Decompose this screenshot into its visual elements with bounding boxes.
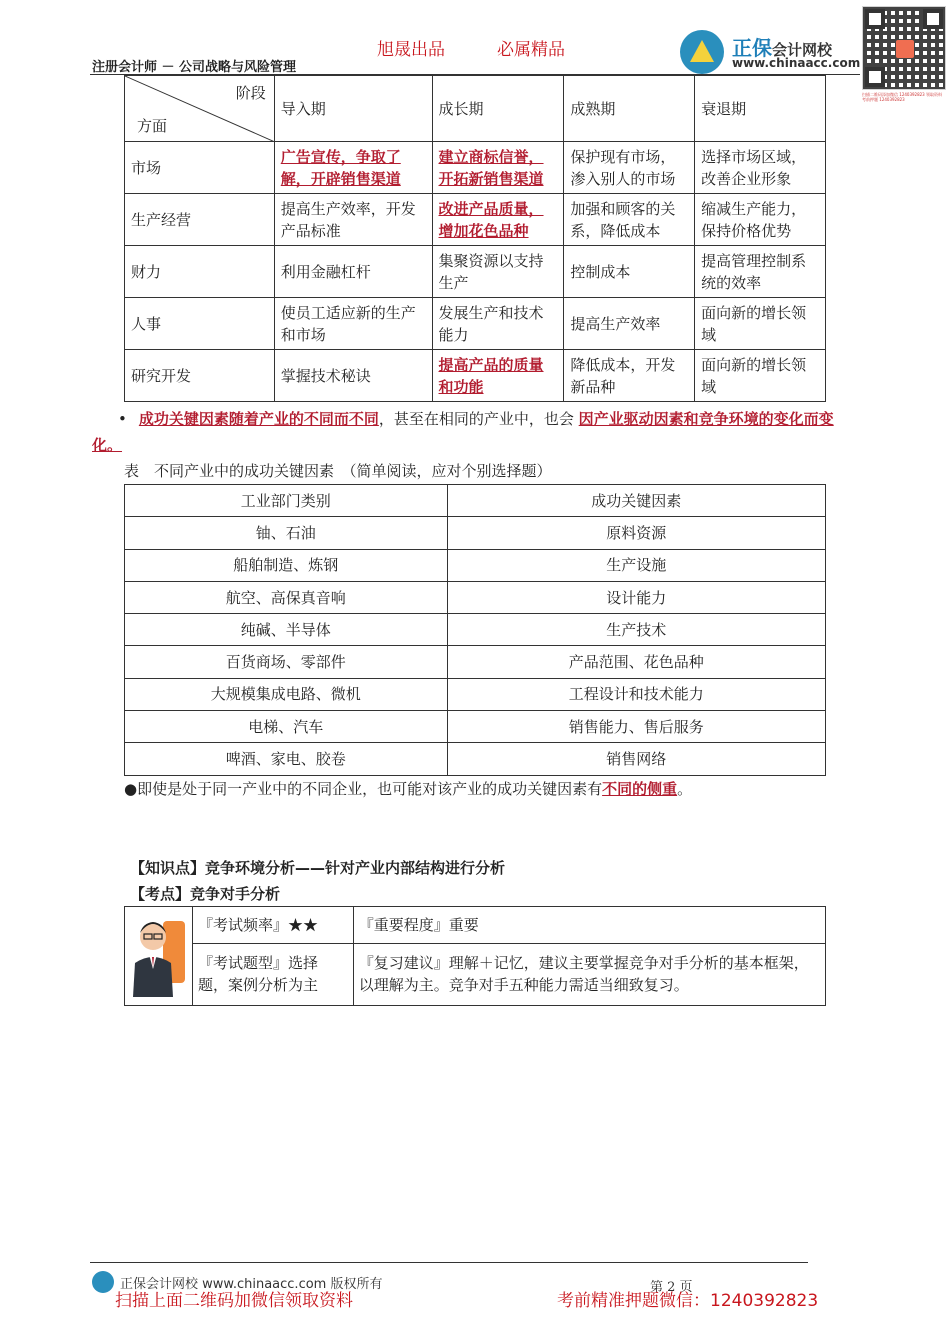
stage-cell: [274, 246, 432, 298]
table-row: [125, 743, 826, 775]
cell-text: 降低成本，开发新品种: [570, 355, 676, 396]
stage-cell: [564, 142, 695, 194]
table-row: [125, 549, 826, 581]
highlighted-text: 建立商标信誉，开拓新销售渠道: [438, 147, 544, 188]
note-different-emphasis: ●即使是处于同一产业中的不同企业，也可能对该产业的成功关键因素有不同的侧重。: [124, 780, 693, 798]
table-row: [125, 517, 826, 549]
table-row: [125, 350, 826, 402]
teacher-avatar-cell: [125, 907, 193, 1006]
knowledge-point-heading: 【知识点】竞争环境分析——针对产业内部结构进行分析: [130, 859, 506, 877]
footer-wechat-id: 考前精准押题微信：1240392823: [557, 1291, 819, 1311]
stage-cell: [274, 350, 432, 402]
note-highlight: 不同的侧重: [602, 780, 678, 798]
industry-cell: 船舶制造、炼钢: [125, 549, 448, 581]
corner-stage-label: 阶段: [235, 84, 266, 102]
exam-info-table: [124, 906, 826, 1006]
stage-header: 衰退期: [695, 76, 826, 142]
exam-point-heading: 【考点】竞争对手分析: [130, 885, 281, 903]
aspect-cell: 生产经营: [125, 194, 275, 246]
stage-header: 导入期: [274, 76, 432, 142]
note-key-success-factors: • 成功关键因素随着产业的不同而不同，甚至在相同的产业中，也会 因产业驱动因素和竞争环境的变化而变化。: [92, 410, 834, 454]
diagonal-header-cell: [125, 76, 275, 142]
table-row: [125, 646, 826, 678]
stage-cell: [432, 194, 564, 246]
cell-text: 缩减生产能力，保持价格优势: [701, 199, 807, 240]
cell-text: 集聚资源以支持生产: [438, 251, 544, 292]
table-row: [125, 298, 826, 350]
cell-text: 提高生产效率: [570, 314, 661, 333]
exam-question-type: 『考试题型』选择题，案例分析为主: [192, 943, 353, 1005]
industry-table-caption: 表 不同产业中的成功关键因素 （简单阅读，应对个别选择题）: [124, 462, 552, 480]
cell-text: 发展生产和技术能力: [438, 303, 544, 344]
slogan-left: 旭晟出品: [377, 40, 445, 60]
cell-text: 保护现有市场，渗入别人的市场: [570, 147, 676, 188]
cell-text: 控制成本: [570, 262, 631, 281]
column-header: 工业部门类别: [125, 485, 448, 517]
page-number: 第 2 页: [650, 1280, 693, 1295]
cell-text: 选择市场区域，改善企业形象: [701, 147, 807, 188]
footer-rule: [90, 1262, 808, 1263]
factor-cell: 生产技术: [447, 614, 825, 646]
aspect-cell: 人事: [125, 298, 275, 350]
industry-cell: 啤酒、家电、胶卷: [125, 743, 448, 775]
table-row: [125, 678, 826, 710]
stage-cell: [432, 246, 564, 298]
logo-name: 正保会计网校: [732, 36, 833, 60]
stage-cell: [432, 350, 564, 402]
course-title: 注册会计师 － 公司战略与风险管理: [92, 60, 297, 75]
industry-factor-table: [124, 484, 826, 776]
stage-cell: [274, 142, 432, 194]
stage-cell: [695, 142, 826, 194]
column-header: 成功关键因素: [447, 485, 825, 517]
factor-cell: 生产设施: [447, 549, 825, 581]
cell-text: 提高管理控制系统的效率: [701, 251, 807, 292]
stage-cell: [695, 194, 826, 246]
brand-logo[interactable]: [680, 28, 860, 74]
slogan-right: 必属精品: [497, 40, 565, 60]
highlighted-text: 提高产品的质量和功能: [438, 355, 544, 396]
cell-text: 利用金融杠杆: [280, 262, 371, 281]
stage-cell: [564, 298, 695, 350]
stage-cell: [695, 298, 826, 350]
aspect-cell: 财力: [125, 246, 275, 298]
factor-cell: 销售网络: [447, 743, 825, 775]
industry-cell: 电梯、汽车: [125, 711, 448, 743]
industry-cell: 大规模集成电路、微机: [125, 678, 448, 710]
stage-header: 成长期: [432, 76, 564, 142]
stage-cell: [432, 142, 564, 194]
industry-cell: 纯碱、半导体: [125, 614, 448, 646]
note-highlight: 成功关键因素随着产业的不同而不同: [138, 410, 379, 428]
logo-icon: [680, 30, 724, 74]
cell-text: 掌握技术秘诀: [280, 366, 371, 385]
stage-cell: [564, 194, 695, 246]
table-row: [125, 246, 826, 298]
footer-logo-icon: [92, 1271, 114, 1293]
table-row: [125, 907, 826, 944]
stage-cell: [432, 298, 564, 350]
qr-code-icon: [862, 6, 946, 90]
industry-cell: 铀、石油: [125, 517, 448, 549]
industry-cell: 百货商场、零部件: [125, 646, 448, 678]
stage-cell: [564, 350, 695, 402]
industry-cell: 航空、高保真音响: [125, 581, 448, 613]
aspect-cell: 市场: [125, 142, 275, 194]
cell-text: 加强和顾客的关系，降低成本: [570, 199, 676, 240]
factor-cell: 工程设计和技术能力: [447, 678, 825, 710]
factor-cell: 销售能力、售后服务: [447, 711, 825, 743]
stage-header: 成熟期: [564, 76, 695, 142]
highlighted-text: 改进产品质量，增加花色品种: [438, 199, 544, 240]
cell-text: 面向新的增长领域: [701, 303, 807, 344]
note-highlight: 因产业驱动因素和竞争环境的变化而变化。: [92, 410, 834, 454]
factor-cell: 产品范围、花色品种: [447, 646, 825, 678]
aspect-cell: 研究开发: [125, 350, 275, 402]
footer-copyright: 正保会计网校 www.chinaacc.com 版权所有: [120, 1277, 383, 1292]
table-header-row: [125, 76, 826, 142]
stage-cell: [274, 298, 432, 350]
factor-cell: 设计能力: [447, 581, 825, 613]
table-row: [125, 142, 826, 194]
stage-cell: [274, 194, 432, 246]
footer-wechat-promo: 扫描上面二维码加微信领取资料: [115, 1291, 353, 1311]
cell-text: 使员工适应新的生产和市场: [280, 303, 416, 344]
logo-url: www.chinaacc.com: [732, 56, 861, 70]
cell-text: 面向新的增长领域: [701, 355, 807, 396]
stage-cell: [564, 246, 695, 298]
highlighted-text: 广告宣传，争取了解，开辟销售渠道: [280, 147, 401, 188]
teacher-avatar: [125, 907, 191, 999]
corner-aspect-label: 方面: [137, 117, 168, 135]
exam-importance: 『重要程度』重要: [353, 907, 825, 944]
exam-review-advice: 『复习建议』理解＋记忆，建议主要掌握竞争对手分析的基本框架，以理解为主。竞争对手五种能力需适当细致复习。: [353, 943, 825, 1005]
table-row: [125, 614, 826, 646]
exam-frequency: 『考试频率』★★: [192, 907, 353, 944]
lifecycle-stage-table: [124, 75, 826, 402]
factor-cell: 原料资源: [447, 517, 825, 549]
stage-cell: [695, 246, 826, 298]
cell-text: 提高生产效率，开发产品标准: [280, 199, 416, 240]
table-row: [125, 943, 826, 1005]
stage-cell: [695, 350, 826, 402]
table-row: [125, 194, 826, 246]
table-row: [125, 581, 826, 613]
table-header-row: [125, 485, 826, 517]
qr-note: 扫描二维码添加微信 1240392823 领取资料 考前押题 1240392823: [862, 92, 942, 102]
table-row: [125, 711, 826, 743]
